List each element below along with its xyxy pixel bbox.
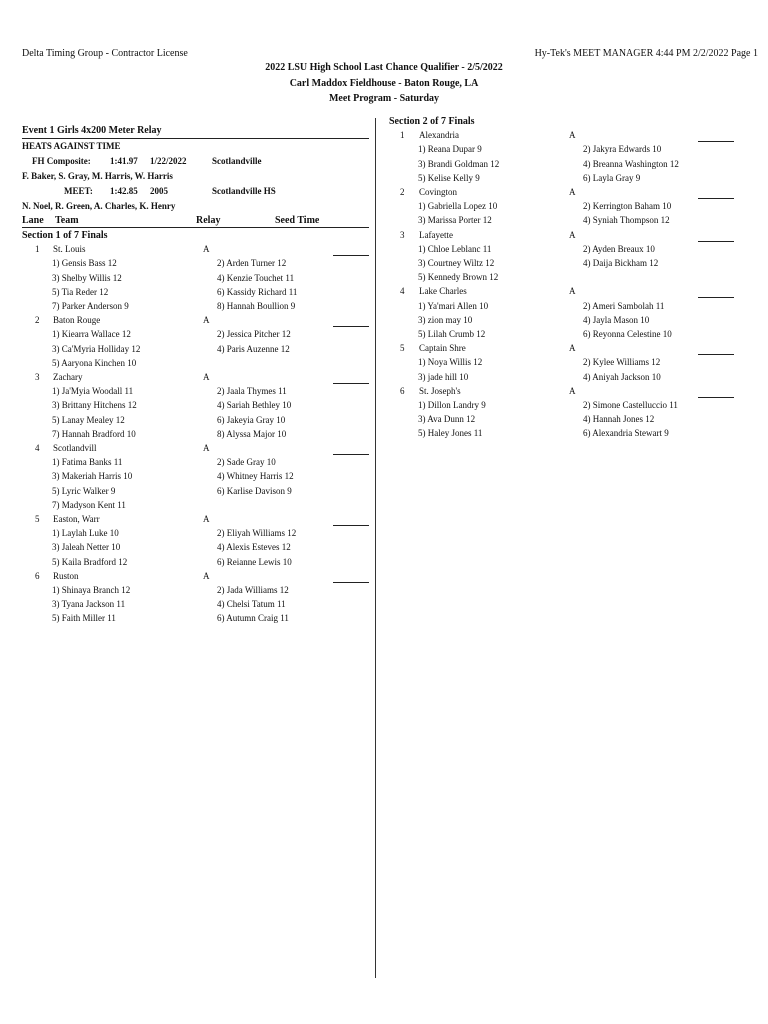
lane-number: 3 (35, 372, 40, 382)
team-name: Ruston (53, 570, 79, 581)
seed-time-blank (698, 297, 734, 298)
runner-name: 6) Reyonna Celestine 10 (583, 329, 672, 339)
runner-name: 7) Hannah Bradford 10 (52, 428, 136, 439)
runner-name: 6) Kassidy Richard 11 (217, 286, 298, 297)
relay-letter: A (569, 385, 576, 396)
runner-name: 1) Fatima Banks 11 (52, 457, 123, 468)
team-name: Scotlandvill (53, 443, 97, 453)
runner-name: 4) Kenzie Touchet 11 (217, 272, 295, 283)
header-divider (22, 227, 369, 228)
runner-name: 1) Gabriella Lopez 10 (418, 201, 498, 212)
fh-names: F. Baker, S. Gray, M. Harris, W. Harris (22, 171, 173, 181)
runner-name: 4) Alexis Esteves 12 (217, 542, 291, 553)
meet-record-year: 2005 (150, 186, 168, 196)
runner-name: 2) Ameri Sambolah 11 (583, 300, 665, 311)
runner-name: 2) Jessica Pitcher 12 (217, 329, 291, 340)
runner-name: 1) Ja'Myia Woodall 11 (52, 386, 134, 397)
runner-name: 6) Layla Gray 9 (583, 172, 641, 183)
runner-name: 2) Sade Gray 10 (217, 457, 276, 468)
runner-name: 6) Alexandria Stewart 9 (583, 428, 669, 439)
relay-letter: A (569, 286, 576, 297)
meet-record-label: MEET: (64, 186, 93, 196)
seed-time-blank (333, 454, 369, 455)
runner-name: 5) Haley Jones 11 (418, 428, 483, 439)
relay-letter: A (203, 570, 210, 581)
runner-name: 1) Shinaya Branch 12 (52, 585, 131, 595)
runner-name: 5) Lanay Mealey 12 (52, 414, 125, 425)
relay-letter: A (203, 315, 210, 326)
runner-name: 1) Chloe Leblanc 11 (418, 243, 492, 254)
runner-name: 2) Simone Castelluccio 11 (583, 400, 678, 410)
runner-name: 3) jade hill 10 (418, 371, 469, 382)
runner-name: 8) Hannah Boullion 9 (217, 301, 296, 311)
meet-record-time: 1:42.85 (110, 186, 138, 196)
relay-letter: A (203, 372, 210, 382)
seed-time-blank (698, 198, 734, 199)
runner-name: 4) Paris Auzenne 12 (217, 343, 290, 354)
col-team: Team (55, 215, 79, 226)
relay-letter: A (203, 244, 210, 255)
runner-name: 5) Lilah Crumb 12 (418, 329, 486, 339)
relay-letter: A (569, 187, 576, 197)
runner-name: 6) Autumn Craig 11 (217, 613, 289, 624)
seed-time-blank (333, 255, 369, 256)
runner-name: 3) Tyana Jackson 11 (52, 599, 126, 610)
relay-letter: A (569, 229, 576, 240)
runner-name: 1) Noya Willis 12 (418, 357, 483, 368)
runner-name: 4) Chelsi Tatum 11 (217, 599, 286, 610)
lane-number: 1 (35, 244, 40, 255)
lane-number: 2 (35, 315, 40, 326)
runner-name: 4) Whitney Harris 12 (217, 471, 294, 482)
team-name: Lafayette (419, 229, 453, 240)
runner-name: 6) Reianne Lewis 10 (217, 556, 292, 567)
runner-name: 4) Sariah Bethley 10 (217, 400, 292, 411)
runner-name: 3) zion may 10 (418, 314, 473, 325)
runner-name: 4) Jayla Mason 10 (583, 314, 650, 325)
section-title: Section 2 of 7 Finals (389, 116, 475, 127)
lane-number: 5 (400, 343, 405, 354)
team-name: St. Joseph's (419, 385, 461, 396)
runner-name: 6) Jakeyia Gray 10 (217, 414, 286, 425)
runner-name: 3) Jaleah Netter 10 (52, 542, 121, 553)
runner-name: 4) Breanna Washington 12 (583, 158, 679, 169)
runner-name: 4) Hannah Jones 12 (583, 414, 655, 425)
runner-name: 2) Jaala Thymes 11 (217, 386, 287, 397)
lane-number: 6 (400, 385, 405, 396)
fh-date: 1/22/2022 (150, 156, 187, 166)
team-name: Captain Shre (419, 343, 466, 354)
col-relay: Relay (196, 215, 221, 226)
event-divider (22, 138, 369, 139)
runner-name: 2) Ayden Breaux 10 (583, 243, 655, 254)
lane-number: 1 (400, 130, 405, 141)
runner-name: 2) Eliyah Williams 12 (217, 528, 297, 539)
runner-name: 3) Courtney Wiltz 12 (418, 258, 495, 268)
runner-name: 2) Kerrington Baham 10 (583, 201, 672, 212)
lane-number: 6 (35, 570, 40, 581)
seed-time-blank (333, 582, 369, 583)
seed-time-blank (698, 141, 734, 142)
runner-name: 5) Lyric Walker 9 (52, 485, 116, 496)
runner-name: 2) Arden Turner 12 (217, 258, 287, 269)
team-name: Easton, Warr (53, 514, 100, 524)
runner-name: 5) Kennedy Brown 12 (418, 272, 499, 283)
team-name: St. Louis (53, 244, 86, 255)
lane-number: 4 (400, 286, 405, 297)
runner-name: 4) Aniyah Jackson 10 (583, 371, 661, 382)
column-divider (375, 118, 376, 978)
seed-time-blank (698, 397, 734, 398)
runner-name: 3) Ava Dunn 12 (418, 414, 476, 425)
runner-name: 2) Jada Williams 12 (217, 585, 289, 595)
runner-name: 1) Laylah Luke 10 (52, 528, 119, 539)
fh-label: FH Composite: (32, 156, 91, 166)
runner-name: 1) Ya'mari Allen 10 (418, 300, 489, 311)
seed-time-blank (333, 525, 369, 526)
seed-time-blank (333, 383, 369, 384)
team-name: Covington (419, 187, 458, 197)
runner-name: 5) Kaila Bradford 12 (52, 556, 128, 567)
relay-letter: A (569, 343, 576, 354)
col-lane: Lane (22, 215, 44, 226)
meet-record-names: N. Noel, R. Green, A. Charles, K. Henry (22, 201, 176, 211)
meet-record-team: Scotlandville HS (212, 186, 276, 196)
runner-name: 5) Faith Miller 11 (52, 613, 116, 624)
runner-name: 2) Kylee Williams 12 (583, 357, 661, 368)
meet-venue: Carl Maddox Fieldhouse - Baton Rouge, LA (289, 78, 479, 89)
team-name: Lake Charles (419, 286, 467, 297)
runner-name: 3) Marissa Porter 12 (418, 215, 492, 226)
runner-name: 7) Madyson Kent 11 (52, 499, 126, 510)
lane-number: 5 (35, 514, 40, 524)
fh-team: Scotlandville (212, 156, 262, 166)
runner-name: 1) Reana Dupar 9 (418, 144, 482, 155)
runner-name: 5) Tia Reder 12 (52, 286, 109, 297)
lane-number: 2 (400, 187, 405, 197)
seed-time-blank (698, 241, 734, 242)
runner-name: 8) Alyssa Major 10 (217, 428, 287, 439)
meet-manager-stamp: Hy-Tek's MEET MANAGER 4:44 PM 2/2/2022 Page 1 (534, 48, 758, 59)
runner-name: 3) Brittany Hitchens 12 (52, 400, 137, 411)
runner-name: 7) Parker Anderson 9 (52, 301, 129, 311)
seed-time-blank (698, 354, 734, 355)
team-name: Baton Rouge (53, 315, 101, 326)
runner-name: 5) Aaryona Kinchen 10 (52, 357, 137, 368)
team-name: Alexandria (419, 130, 459, 141)
runner-name: 1) Kiearra Wallace 12 (52, 329, 131, 340)
runner-name: 3) Brandi Goldman 12 (418, 158, 500, 169)
team-name: Zachary (53, 372, 83, 382)
runner-name: 1) Gensis Bass 12 (52, 258, 117, 269)
seed-time-blank (333, 326, 369, 327)
meet-program: Meet Program - Saturday (328, 93, 440, 104)
runner-name: 4) Syniah Thompson 12 (583, 215, 670, 226)
runner-name: 2) Jakyra Edwards 10 (583, 144, 662, 155)
license-text: Delta Timing Group - Contractor License (22, 48, 188, 59)
event-title: Event 1 Girls 4x200 Meter Relay (22, 125, 162, 136)
relay-letter: A (203, 443, 210, 453)
runner-name: 3) Makeriah Harris 10 (52, 471, 133, 482)
runner-name: 3) Shelby Willis 12 (52, 272, 122, 283)
relay-letter: A (203, 514, 210, 524)
col-seed-time: Seed Time (275, 215, 320, 226)
heats-label: HEATS AGAINST TIME (22, 141, 121, 151)
lane-number: 3 (400, 229, 405, 240)
lane-number: 4 (35, 443, 40, 453)
runner-name: 6) Karlise Davison 9 (217, 485, 292, 496)
runner-name: 3) Ca'Myria Holliday 12 (52, 343, 141, 354)
fh-time: 1:41.97 (110, 156, 138, 166)
meet-title: 2022 LSU High School Last Chance Qualifier - 2/5/2022 (265, 62, 503, 73)
section-title: Section 1 of 7 Finals (22, 230, 108, 241)
runner-name: 4) Daija Bickham 12 (583, 258, 659, 268)
relay-letter: A (569, 130, 576, 141)
runner-name: 5) Kelise Kelly 9 (418, 172, 480, 183)
runner-name: 1) Dillon Landry 9 (418, 400, 486, 410)
